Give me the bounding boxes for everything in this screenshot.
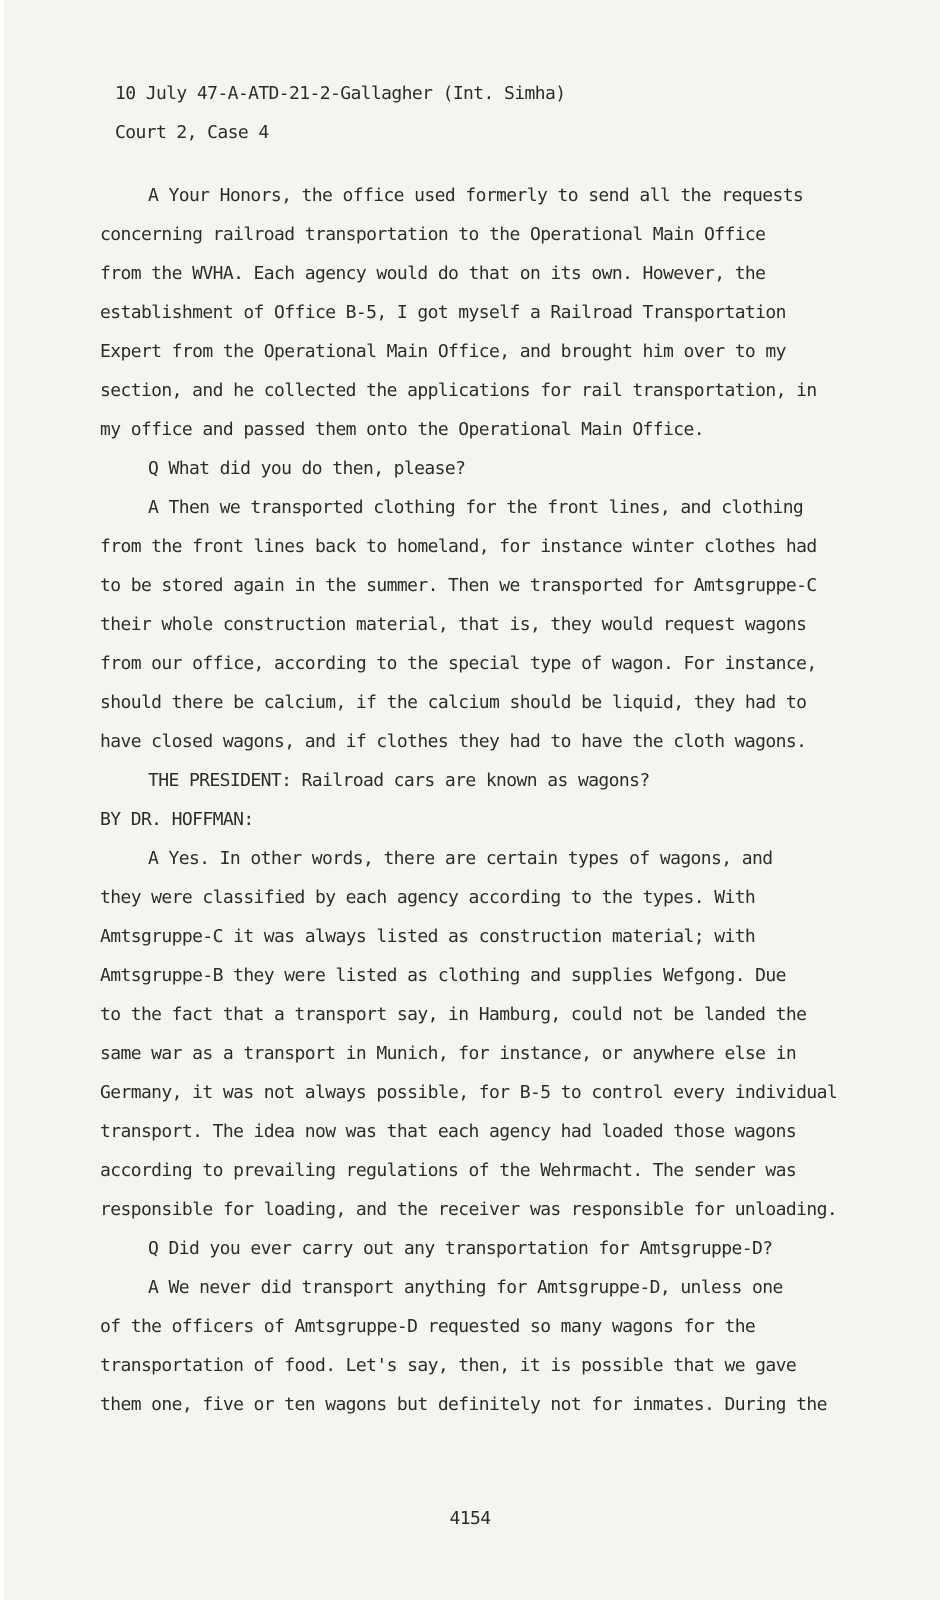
text-line: responsible for loading, and the receiver was responsible for unloading. (100, 1199, 838, 1220)
text-line: A Yes. In other words, there are certain types of wagons, and (148, 848, 773, 869)
text-line: Q What did you do then, please? (148, 458, 466, 479)
text-line: A Your Honors, the office used formerly to send all the requests (148, 185, 804, 206)
text-line: same war as a transport in Munich, for instance, or anywhere else in (100, 1043, 797, 1064)
text-line: section, and he collected the applications for rail transportation, in (100, 380, 817, 401)
text-line: A Then we transported clothing for the front lines, and clothing (148, 497, 804, 518)
page-number: 4154 (449, 1508, 491, 1529)
text-line: concerning railroad transportation to the Operational Main Office (100, 224, 766, 245)
text-line: THE PRESIDENT: Railroad cars are known as wagons? (148, 770, 650, 791)
text-line: them one, five or ten wagons but definitely not for inmates. During the (100, 1394, 827, 1415)
text-line: my office and passed them onto the Operational Main Office. (100, 419, 704, 440)
text-line: their whole construction material, that is, they would request wagons (100, 614, 807, 635)
header-court-case: Court 2, Case 4 (115, 122, 269, 143)
text-line: establishment of Office B-5, I got myself a Railroad Transportation (100, 302, 786, 323)
text-line: according to prevailing regulations of the Wehrmacht. The sender was (100, 1160, 797, 1181)
text-line: A We never did transport anything for Amtsgruppe-D, unless one (148, 1277, 783, 1298)
text-line: Amtsgruppe-C it was always listed as construction material; with (100, 926, 756, 947)
text-line: Amtsgruppe-B they were listed as clothing and supplies Wefgong. Due (100, 965, 786, 986)
text-line: from the WVHA. Each agency would do that on its own. However, the (100, 263, 766, 284)
header-reference: 10 July 47-A-ATD-21-2-Gallagher (Int. Simha) (115, 83, 566, 104)
text-line: BY DR. HOFFMAN: (100, 809, 254, 830)
text-line: from our office, according to the special type of wagon. For instance, (100, 653, 817, 674)
text-line: Expert from the Operational Main Office, and brought him over to my (100, 341, 786, 362)
text-line: to be stored again in the summer. Then we transported for Amtsgruppe-C (100, 575, 817, 596)
text-line: from the front lines back to homeland, for instance winter clothes had (100, 536, 817, 557)
text-line: they were classified by each agency according to the types. With (100, 887, 756, 908)
text-line: have closed wagons, and if clothes they had to have the cloth wagons. (100, 731, 807, 752)
text-line: to the fact that a transport say, in Hamburg, could not be landed the (100, 1004, 807, 1025)
text-line: of the officers of Amtsgruppe-D requested so many wagons for the (100, 1316, 756, 1337)
text-line: should there be calcium, if the calcium should be liquid, they had to (100, 692, 807, 713)
text-line: transportation of food. Let's say, then, it is possible that we gave (100, 1355, 797, 1376)
text-line: transport. The idea now was that each agency had loaded those wagons (100, 1121, 797, 1142)
text-line: Q Did you ever carry out any transportation for Amtsgruppe-D? (148, 1238, 773, 1259)
document-header (115, 74, 565, 152)
text-line: Germany, it was not always possible, for B-5 to control every individual (100, 1082, 838, 1103)
transcript-body (100, 176, 838, 1424)
